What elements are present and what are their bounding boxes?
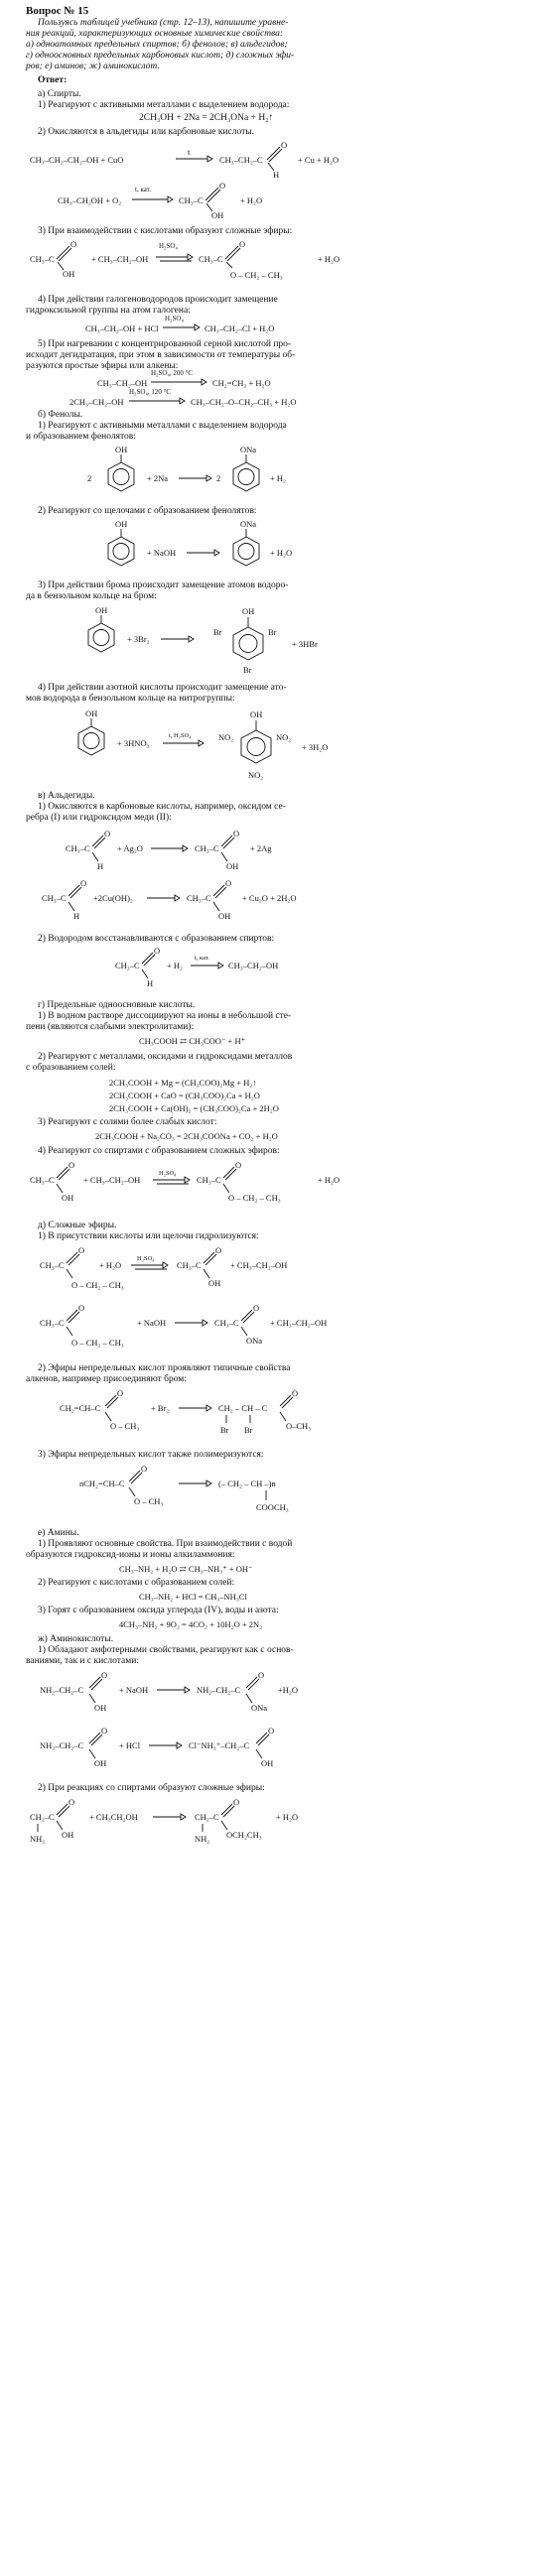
acids-2-equation-1: 2CH₃COOH + Mg = (CH₃COO)₂Mg + H₂↑ [109,1078,257,1088]
svg-text:OH: OH [62,1193,74,1203]
svg-text:Br: Br [268,627,277,637]
esters-2-line1: 2) Эфиры непредельных кислот проявляют типичные свойства [38,1363,291,1373]
svg-text:OH: OH [218,911,231,921]
alcohols-5-line2: исходит дегидратация, при этом в зависимости от температуры об- [26,350,296,360]
svg-text:OH: OH [208,1278,221,1288]
svg-text:OH: OH [115,519,128,529]
svg-text:+ 2Ag: + 2Ag [250,843,272,853]
svg-text:CH₂ – CH – C: CH₂ – CH – C [218,1403,268,1413]
svg-text:CH₃–C: CH₃–C [66,843,90,853]
svg-text:NO₂: NO₂ [218,732,234,742]
svg-text:O: O [253,1303,260,1313]
acids-1-line2: пени (являются слабыми электролитами): [26,1022,195,1032]
section-acids-title: г) Предельные одноосновные кислоты. [38,1000,196,1010]
svg-text:OH: OH [211,210,224,220]
svg-text:OH: OH [62,1830,74,1840]
svg-text:O: O [258,1670,265,1680]
svg-text:ONa: ONa [240,445,257,454]
svg-text:O: O [117,1388,124,1398]
svg-text:O: O [281,140,288,150]
question-title: Вопрос № 15 [26,5,89,17]
svg-text:+ 3Br₂: + 3Br₂ [127,634,150,644]
svg-text:OH: OH [85,708,98,718]
svg-text:O: O [219,181,226,191]
amines-1-line1: 1) Проявляют основные свойства. При взаимодействии с водой [38,1539,293,1549]
svg-text:+ H₂O: + H₂O [99,1260,122,1270]
alcohols-2-eq1-tail: + Cu + H₂O [298,155,340,165]
alcohols-4-condition: H₂SO₄ [165,315,184,322]
phenols-2: 2) Реагируют со щелочами с образованием фенолятов: [38,506,257,516]
svg-text:NO₂: NO₂ [248,770,264,780]
amino-acids-2-eq [30,1794,407,1854]
aldehydes-2-eq [109,943,367,994]
svg-text:+ CH₃–CH₂–OH: + CH₃–CH₂–OH [270,1318,328,1328]
carboxyl-group-icon [56,238,85,278]
svg-text:ONa: ONa [240,519,257,529]
alcohols-2: 2) Окисляются в альдегиды или карбоновые кислоты. [38,127,255,137]
svg-text:O – CH₃: O – CH₃ [110,1421,140,1431]
svg-text:H: H [97,861,104,871]
svg-text:NO₂: NO₂ [276,732,292,742]
aldehydes-1-line1: 1) Окисляются в карбоновые кислоты, например, оксидом се- [38,802,286,812]
acids-1-line1: 1) В водном растворе диссоциируют на ионы в небольшой сте- [38,1011,292,1021]
svg-text:+ Br₂: + Br₂ [151,1403,170,1413]
svg-text:Br: Br [244,1425,253,1435]
task-line-1: Пользуясь таблицей учебника (стр. 12–13), напишите уравне- [38,18,289,28]
svg-text:t, H₂SO₄: t, H₂SO₄ [169,732,192,739]
acids-3: 3) Реагируют с солями более слабых кислот: [38,1117,217,1127]
svg-text:t: t [188,147,191,157]
amines-1-equation: CH₃–NH₂ + H₂O ⇄ CH₃–NH₃⁺ + OH⁻ [119,1564,253,1574]
svg-text:OH: OH [94,1758,107,1768]
section-alcohols-title: а) Спирты. [38,89,81,99]
amines-3-equation: 4CH₃–NH₂ + 9O₂ = 4CO₂ + 10H₂O + 2N₂ [119,1619,263,1629]
svg-text:H: H [73,911,80,921]
svg-text:+ 3HBr: + 3HBr [292,639,318,649]
alcohols-5-eq1-right: CH₂=CH₂ + H₂O [212,378,271,388]
amines-2-equation: CH₃–NH₂ + HCl = CH₃–NH₃Cl [139,1592,247,1602]
svg-text:+ Cu₂O + 2H₂O: + Cu₂O + 2H₂O [242,893,297,903]
svg-text:O – CH₂ – CH₃: O – CH₂ – CH₃ [71,1280,124,1290]
acids-3-equation: 2CH₃COOH + Na₂CO₃ = 2CH₃COONa + CO₂ + H₂O [95,1131,278,1141]
svg-text:H₂SO₄: H₂SO₄ [159,1170,177,1177]
alcohols-4-line2: гидроксильной группы на атом галогена: [26,306,191,316]
svg-text:O: O [225,878,232,888]
alcohols-3-alcohol: + CH₃–CH₂–OH [91,254,149,264]
alcohols-5-line1: 5) При нагревании с концентрированной серной кислотой про- [38,339,292,349]
svg-text:OH: OH [115,445,128,454]
amino-acids-1-line2: ваниями, так и с кислотами: [26,1656,139,1666]
svg-text:O: O [239,239,246,249]
alcohols-3-acid: CH₃–C [30,254,55,264]
esters-3-eq [79,1461,397,1522]
svg-text:CH₃–C: CH₃–C [30,1175,55,1185]
svg-text:CH₃–C: CH₃–C [42,893,67,903]
svg-text:+ NaOH: + NaOH [147,548,177,558]
svg-text:CH₃–C: CH₃–C [195,843,219,853]
phenols-4-line2: мов водорода в бензольном кольце на нитрогруппы: [26,694,235,704]
svg-text:+ 2Na: + 2Na [147,473,169,483]
esters-2-line2: алкенов, например присоединяют бром: [26,1374,187,1384]
alcohols-2-eq2-condition: t, кат. [135,186,151,193]
svg-text:OH: OH [250,709,263,719]
svg-text:O: O [104,829,111,838]
aldehydes-1-eq1 [60,826,387,877]
aldehydes-2: 2) Водородом восстанавливаются с образованием спиртов: [38,934,275,944]
phenols-4-scheme [60,707,417,788]
aldehyde-group-icon [266,139,296,179]
arrow-icon [174,147,213,167]
phenols-3-line1: 3) При действии брома происходит замещение атомов водоро- [38,580,289,590]
alcohols-5-eq1-condition: H₂SO₄, 200 °C [151,369,194,377]
task-line-4: г) одноосновных предельных карбоновых кислот; д) сложных эфи- [26,51,295,61]
svg-text:O – CH₃: O – CH₃ [134,1496,164,1506]
alcohols-2-eq2-product: CH₃–C [179,195,204,205]
alcohols-1-equation: 2CH₃OH + 2Na = 2CH₃ONa + H₂↑ [139,113,274,123]
svg-text:(– CH₂ – CH –)n: (– CH₂ – CH –)n [218,1479,276,1488]
svg-text:CH₂–C: CH₂–C [30,1812,55,1822]
carboxyl-group-icon [205,180,234,219]
svg-text:O: O [141,1464,148,1474]
amino-acids-1-eq1 [40,1667,417,1723]
svg-text:O: O [68,1797,75,1807]
task-line-5: ров; е) аминов; ж) аминокислот. [26,62,160,71]
svg-text:O: O [292,1388,299,1398]
task-line-2: ния реакций, характеризующих основные химические свойства: [26,29,284,39]
svg-text:+ H₂O: + H₂O [270,548,293,558]
svg-text:+ H₂O: + H₂O [318,1175,341,1185]
section-amino-acids-title: ж) Аминокислоты. [38,1634,114,1644]
alcohols-5-eq2-condition: H₂SO₄, 120 °C [129,388,172,396]
phenols-2-scheme [89,519,417,577]
svg-text:O: O [70,239,77,249]
svg-text:+ Ag₂O: + Ag₂O [117,843,143,853]
alcohols-3-tail: + H₂O [318,254,341,264]
svg-text:t, кат.: t, кат. [195,955,209,962]
svg-text:+ 3H₂O: + 3H₂O [302,742,329,752]
acids-4: 4) Реагируют со спиртами с образованием сложных эфиров: [38,1146,280,1156]
svg-text:H: H [147,978,154,988]
svg-text:O – CH₂ – CH₃: O – CH₂ – CH₃ [228,1193,281,1203]
phenols-4-line1: 4) При действии азотной кислоты происходит замещение ато- [38,683,287,693]
alcohols-3-condition: H₂SO₄ [159,242,178,250]
svg-text:Br: Br [213,627,222,637]
section-phenols-title: б) Фенолы. [38,410,83,420]
svg-text:CH₃–C: CH₃–C [40,1318,65,1328]
svg-text:H₂SO₄: H₂SO₄ [137,1255,155,1262]
svg-text:+ CH₃–CH₂–OH: + CH₃–CH₂–OH [230,1260,288,1270]
svg-text:CH₃–C: CH₃–C [214,1318,239,1328]
alcohols-4-left: CH₃–CH₂–OH + HCl [85,323,159,333]
amines-3: 3) Горят с образованием оксида углерода (IV), воды и азота: [38,1606,279,1615]
phenols-1-line1: 1) Реагируют с активными металлами с выделением водорода [38,421,287,431]
svg-text:O: O [154,946,161,956]
alcohols-5-eq1-left: CH₃–CH₂–OH [97,378,148,388]
alcohols-3-ester-chain: O – CH₂ – CH₃ [230,270,283,280]
esters-2-eq [60,1385,397,1445]
esters-1-eq2 [40,1300,397,1359]
svg-text:O: O [215,1245,222,1255]
svg-text:+ H₂O: + H₂O [276,1812,299,1822]
esters-1: 1) В присутствии кислоты или щелочи гидролизуются: [38,1231,259,1241]
alcohols-2-eq2-tail: + H₂O [240,195,263,205]
svg-text:O – CH₂ – CH₃: O – CH₂ – CH₃ [71,1338,124,1348]
svg-text:O–CH₃: O–CH₃ [286,1421,312,1431]
alcohols-5-line3: разуются простые эфиры или алкены: [26,361,179,371]
svg-text:+ H₂: + H₂ [270,473,287,483]
svg-text:+ HCl: + HCl [119,1740,141,1750]
acids-2-line2: с образованием солей: [26,1063,116,1073]
alcohols-1: 1) Реагируют с активными металлами с выделением водорода: [38,100,290,110]
svg-text:OH: OH [261,1758,274,1768]
svg-text:OH: OH [226,861,239,871]
acids-2-line1: 2) Реагируют с металлами, оксидами и гидроксидами металлов [38,1052,293,1062]
svg-text:CH₂–C: CH₂–C [195,1812,219,1822]
alcohols-3-ester: CH₃–C [199,254,223,264]
section-esters-title: д) Сложные эфиры. [38,1221,117,1230]
svg-text:O: O [78,1303,85,1313]
svg-text:O: O [235,1160,242,1170]
esters-1-eq1 [40,1242,397,1302]
svg-text:CH₃–C: CH₃–C [197,1175,221,1185]
svg-text:+ CH₃CH₂OH: + CH₃CH₂OH [89,1812,138,1822]
svg-text:CH₃–C: CH₃–C [177,1260,202,1270]
svg-text:CH₂=CH–C: CH₂=CH–C [60,1403,101,1413]
svg-text:O: O [101,1726,108,1736]
alcohols-4-line1: 4) При действии галогеноводородов происходит замещение [38,295,278,305]
svg-text:CH₃–C: CH₃–C [187,893,211,903]
alcohols-3: 3) При взаимодействии с кислотами образуют сложные эфиры: [38,226,293,236]
svg-text:O: O [80,878,87,888]
svg-text:OH: OH [242,606,255,616]
svg-text:COOCH₃: COOCH₃ [256,1502,289,1512]
acids-2-equation-2: 2CH₃COOH + CaO = (CH₃COO)₂Ca + H₂O [109,1091,260,1100]
svg-text:H: H [273,170,280,180]
svg-text:OH: OH [94,1703,107,1713]
svg-text:NH₂: NH₂ [195,1834,210,1844]
phenols-3-scheme [69,605,427,680]
svg-text:NH₂–CH₂–C: NH₂–CH₂–C [40,1685,84,1695]
svg-text:NH₂: NH₂ [30,1834,46,1844]
svg-text:+ NaOH: + NaOH [119,1685,149,1695]
alcohols-5-eq2-right: CH₃–CH₂–O–CH₂–CH₃ + H₂O [191,397,297,407]
amino-acids-1-line1: 1) Обладают амфотерными свойствами, реагируют как с основ- [38,1645,294,1655]
svg-text:O: O [268,1726,275,1736]
phenols-1-scheme [79,445,407,502]
amino-acids-2: 2) При реакциях со спиртами образуют сложные эфиры: [38,1783,265,1793]
svg-text:+ H₂: + H₂ [167,961,184,970]
svg-text:ONa: ONa [251,1703,268,1713]
svg-text:Cl⁻NH₃⁺–CH₂–C: Cl⁻NH₃⁺–CH₂–C [189,1740,250,1750]
phenols-1-line2: и образованием фенолятов: [26,432,136,442]
svg-text:O: O [68,1160,75,1170]
acids-2-equation-3: 2CH₃COOH + Ca(OH)₂ = (CH₃COO)₂Ca + 2H₂O [109,1103,279,1113]
task-line-3: а) одноатомных предельных спиртов; б) фенолов; в) альдегидов; [26,40,288,50]
alcohols-2-eq2-left: CH₃–CH₂OH + O₂ [58,195,122,205]
svg-text:CH₃–C: CH₃–C [40,1260,65,1270]
svg-text:NH₂–CH₂–C: NH₂–CH₂–C [197,1685,241,1695]
alcohols-5-eq2-left: 2CH₃–CH₂–OH [69,397,124,407]
svg-text:CH₃–CH₂–OH: CH₃–CH₂–OH [228,961,279,970]
answer-label: Ответ: [38,75,68,85]
aldehydes-1-eq2 [36,875,393,927]
esters-3: 3) Эфиры непредельных кислот также полимеризуются: [38,1450,264,1460]
amines-2: 2) Реагируют с кислотами с образованием солей: [38,1578,235,1588]
alcohols-4-right: CH₃–CH₂–Cl + H₂O [205,323,275,333]
acids-1-equation: CH₃COOH ⇄ CH₃COO⁻ + H⁺ [139,1036,246,1046]
svg-text:O: O [233,829,240,838]
svg-text:+ NaOH: + NaOH [137,1318,167,1328]
amino-acids-1-eq2 [40,1723,417,1778]
svg-text:OCH₂CH₃: OCH₂CH₃ [226,1830,262,1840]
phenols-3-line2: да в бензольном кольце на бром: [26,591,157,601]
svg-text:OH: OH [63,269,75,279]
svg-text:+H₂O: +H₂O [278,1685,299,1695]
section-amines-title: е) Амины. [38,1528,79,1538]
amines-1-line2: образуются гидроксид-ионы и ионы алкиламмония: [26,1550,235,1560]
svg-text:O: O [233,1797,240,1807]
svg-text:nCH₂=CH–C: nCH₂=CH–C [79,1479,125,1488]
svg-text:2: 2 [216,473,221,483]
ester-group-icon [224,238,254,268]
svg-text:OH: OH [95,605,108,615]
svg-text:O: O [78,1245,85,1255]
svg-text:Br: Br [220,1425,229,1435]
svg-text:2: 2 [87,473,92,483]
alcohols-2-eq1-product: CH₃–CH₂–C [219,155,263,165]
alcohols-2-eq1-left: CH₃–CH₂–CH₂–OH + CuO [30,155,124,165]
svg-text:NH₂–CH₂–C: NH₂–CH₂–C [40,1740,84,1750]
svg-text:CH₃–C: CH₃–C [115,961,140,970]
svg-text:O: O [101,1670,108,1680]
section-aldehydes-title: в) Альдегиды. [38,791,95,801]
svg-text:+2Cu(OH)₂: +2Cu(OH)₂ [93,893,133,903]
aldehydes-1-line2: ребра (I) или гидроксидом меди (II): [26,813,172,823]
svg-text:+ CH₃–CH₂–OH: + CH₃–CH₂–OH [83,1175,141,1185]
svg-text:Br: Br [243,665,252,675]
svg-text:ONa: ONa [246,1336,263,1346]
svg-text:+ 3HNO₃: + 3HNO₃ [117,738,150,748]
acids-4-eq [30,1157,387,1217]
